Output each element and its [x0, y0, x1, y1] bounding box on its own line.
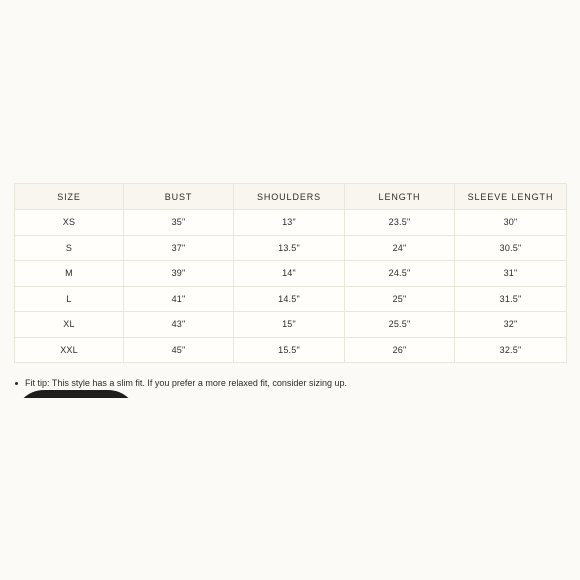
cell-bust: 35"	[124, 210, 234, 236]
cell-bust: 43"	[124, 312, 234, 338]
cell-length: 25"	[345, 286, 455, 312]
cell-sleeve-length: 32"	[455, 312, 567, 338]
cell-size: L	[15, 286, 124, 312]
table-row	[15, 337, 567, 363]
cell-sleeve-length: 32.5"	[455, 337, 567, 363]
background-shadow	[0, 410, 580, 580]
bullet-icon	[15, 382, 18, 385]
cell-bust: 37"	[124, 235, 234, 261]
cell-bust: 45"	[124, 337, 234, 363]
table-row	[15, 235, 567, 261]
cell-shoulders: 15.5"	[234, 337, 345, 363]
cell-length: 24.5"	[345, 261, 455, 287]
table-row	[15, 261, 567, 287]
column-header-length: LENGTH	[345, 184, 455, 210]
column-header-sleeve-length: SLEEVE LENGTH	[455, 184, 567, 210]
cell-bust: 41"	[124, 286, 234, 312]
cell-size: XL	[15, 312, 124, 338]
fit-tip	[15, 378, 347, 388]
table-row	[15, 210, 567, 236]
cell-shoulders: 14.5"	[234, 286, 345, 312]
fit-tip-text: Fit tip: This style has a slim fit. If you prefer a more relaxed fit, consider sizing up.	[25, 378, 347, 388]
cell-sleeve-length: 31.5"	[455, 286, 567, 312]
table-row	[15, 312, 567, 338]
cell-length: 25.5"	[345, 312, 455, 338]
column-header-bust: BUST	[124, 184, 234, 210]
cell-shoulders: 13.5"	[234, 235, 345, 261]
cell-size: XXL	[15, 337, 124, 363]
cell-size: M	[15, 261, 124, 287]
cell-shoulders: 15"	[234, 312, 345, 338]
column-header-shoulders: SHOULDERS	[234, 184, 345, 210]
column-header-size: SIZE	[15, 184, 124, 210]
cell-length: 23.5"	[345, 210, 455, 236]
table-row	[15, 286, 567, 312]
cell-sleeve-length: 30.5"	[455, 235, 567, 261]
size-chart-header-row	[15, 184, 567, 210]
cell-sleeve-length: 31"	[455, 261, 567, 287]
cell-shoulders: 14"	[234, 261, 345, 287]
cell-sleeve-length: 30"	[455, 210, 567, 236]
cell-bust: 39"	[124, 261, 234, 287]
cell-shoulders: 13"	[234, 210, 345, 236]
cell-length: 24"	[345, 235, 455, 261]
cell-size: S	[15, 235, 124, 261]
cell-length: 26"	[345, 337, 455, 363]
cell-size: XS	[15, 210, 124, 236]
size-chart-table	[14, 183, 567, 363]
